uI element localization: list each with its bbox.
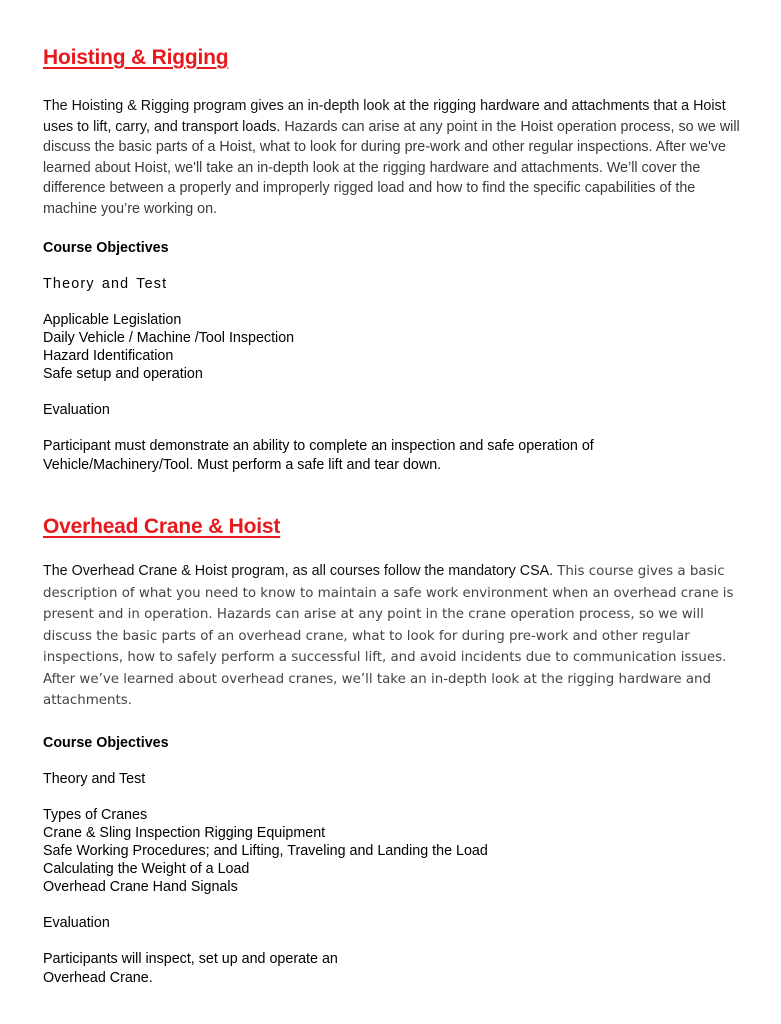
list-item: Hazard Identification xyxy=(43,348,174,364)
section-title: Overhead Crane & Hoist xyxy=(43,515,281,538)
list-item: Types of Cranes xyxy=(43,806,148,823)
intro-lead: The Overhead Crane & Hoist program, as all courses follow the mandatory CSA. xyxy=(43,563,554,579)
evaluation-line: Overhead Crane. xyxy=(43,969,153,986)
list-item: Applicable Legislation xyxy=(43,312,182,328)
intro-rest: Hazards can arise at any point in the Hoist operation process, so we will discuss the basic parts of a Hoist, what to look for during pre-work and other regular inspections. After we've learned about Hoist, we'll take an in-depth look at the rigging hardware and attachments. We’ll cover the difference between a properly and improperly rigged load and how to find the specific capabilities of the machine you’re working on. xyxy=(43,118,740,217)
section-hoisting-rigging xyxy=(43,40,743,475)
section-intro xyxy=(43,96,743,219)
evaluation-label: Evaluation xyxy=(43,914,110,931)
theory-label: Theory and Test xyxy=(43,770,146,787)
section-overhead-crane-hoist xyxy=(43,509,743,988)
intro-rest: This course gives a basic description of what you need to know to maintain a safe work environment when an overhead crane is present and in operation. Hazards can arise at any point in the crane operation process, so we will discuss the basic parts of an overhead crane, what to look for during pre-work and other regular inspections, how to safely perform a successful lift, and avoid incidents due to communication issues. After we’ve learned about overhead cranes, we’ll take an in-depth look at the rigging hardware and attachments. xyxy=(43,564,734,708)
objectives-heading: Course Objectives xyxy=(43,734,169,751)
evaluation-text xyxy=(43,437,743,475)
evaluation-line: Participants will inspect, set up and operate an xyxy=(43,950,338,967)
evaluation-text xyxy=(43,950,743,988)
section-intro xyxy=(43,561,743,712)
evaluation-label: Evaluation xyxy=(43,402,110,418)
list-item: Daily Vehicle / Machine /Tool Inspection xyxy=(43,330,295,346)
section-title: Hoisting & Rigging xyxy=(43,46,229,69)
evaluation-line: Vehicle/Machinery/Tool. Must perform a safe lift and tear down. xyxy=(43,457,442,473)
list-item: Calculating the Weight of a Load xyxy=(43,860,250,877)
objectives-list xyxy=(43,311,743,383)
list-item: Crane & Sling Inspection Rigging Equipment xyxy=(43,824,326,841)
document-page xyxy=(43,40,743,988)
intro-lead: The Hoisting & Rigging program gives an in-depth look at the rigging hardware and attachments that a Hoist uses to lift, carry, and transport loads. xyxy=(43,98,726,135)
list-item: Overhead Crane Hand Signals xyxy=(43,878,238,895)
theory-label: Theory and Test xyxy=(43,276,168,292)
objectives-list xyxy=(43,806,743,896)
evaluation-line: Participant must demonstrate an ability to complete an inspection and safe operation of xyxy=(43,438,594,454)
objectives-heading: Course Objectives xyxy=(43,240,169,256)
list-item: Safe Working Procedures; and Lifting, Traveling and Landing the Load xyxy=(43,842,488,859)
list-item: Safe setup and operation xyxy=(43,366,203,382)
